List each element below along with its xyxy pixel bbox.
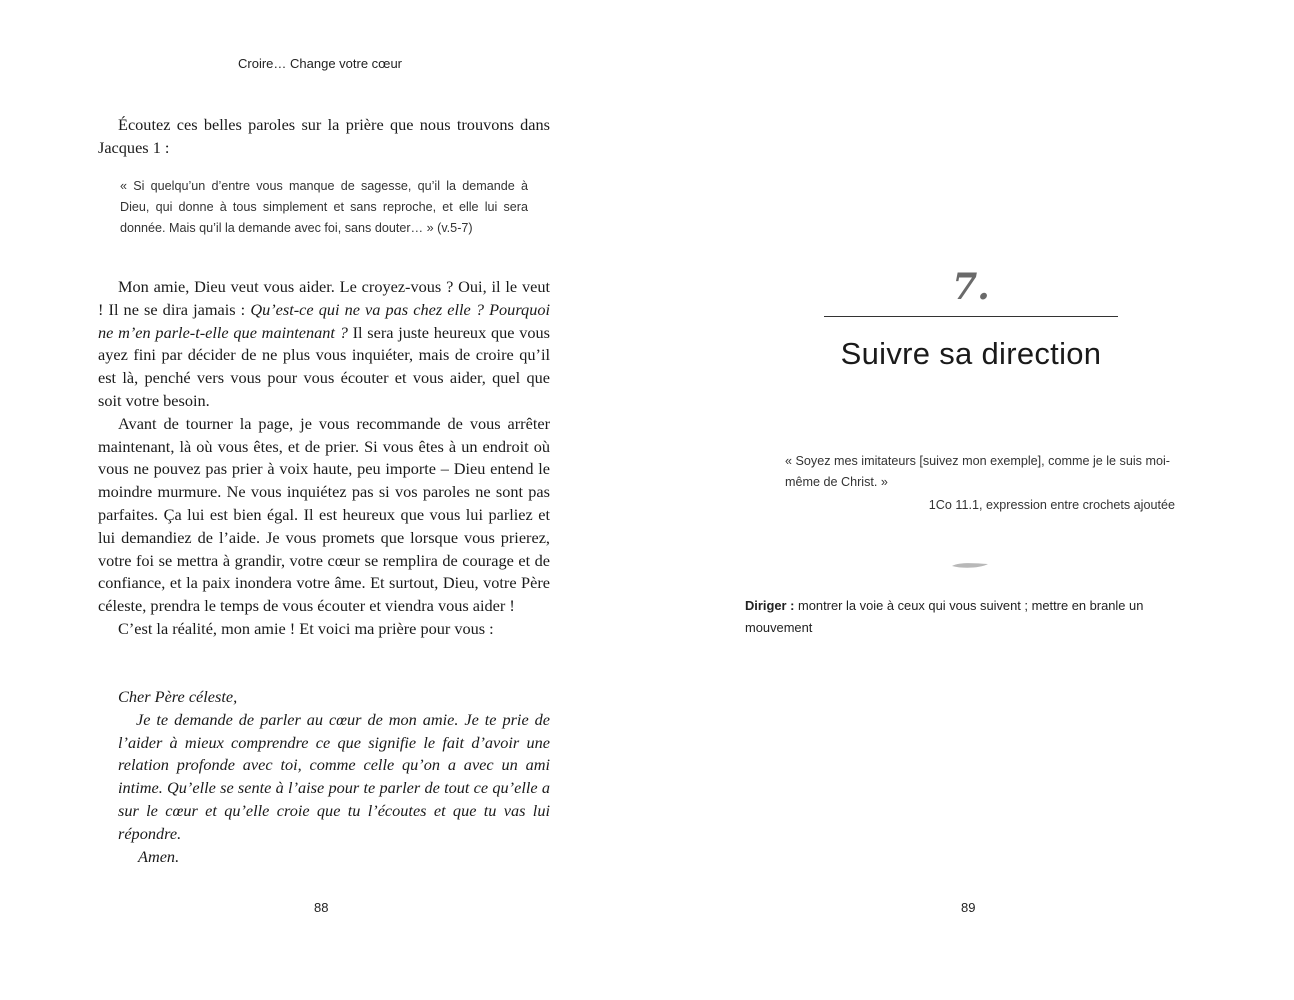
page-number-right: 89 — [961, 900, 976, 915]
definition — [745, 595, 1203, 639]
chapter-title: Suivre sa direction — [840, 336, 1102, 371]
paragraph-1-end: Il sera juste heureux que vous ayez fini par décider de ne plus vous inquiéter, mais de croire qu’il est là, penché vers vous pour vous écouter et vous aider, quel que soit votre besoin. — [98, 322, 550, 410]
definition-term: Diriger : — [745, 598, 795, 613]
paragraph-2: Avant de tourner la page, je vous recommande de vous arrêter maintenant, là où vous êtes, et de prier. Si vous êtes à un endroit où vous ne pouvez pas prier à voix haute, peu importe – Dieu entend le moindre murmure. Ne vous inquiétez pas si vos paroles ne sont pas parfaites. Ça lui est bien égal. Il est heureux que vous lui parliez et lui demandiez de l’aide. Je vous promets que lorsque vous prierez, votre foi se mettra à grandir, votre cœur se remplira de courage et de confiance, et la paix inondera votre âme. Et surtout, Dieu, votre Père céleste, prendra le temps de vous écouter et viendra vous aider ! — [98, 413, 550, 616]
brush-stroke-ornament — [949, 558, 991, 572]
definition-text: montrer la voie à ceux qui vous suivent ; mettre en branle un mouvement — [745, 598, 1144, 635]
paragraph-1-start: Mon amie, Dieu veut vous aider. Le croyez-vous ? Oui, il le veut ! Il ne se dira jamais : — [98, 277, 550, 319]
intro-paragraph — [98, 114, 550, 160]
chapter-rule — [824, 316, 1118, 317]
intro-text: Écoutez ces belles paroles sur la prière que nous trouvons dans Jacques 1 : — [98, 115, 550, 157]
right-page — [647, 0, 1294, 1000]
epigraph-reference: 1Co 11.1, expression entre crochets ajoutée — [928, 498, 1175, 512]
prayer — [118, 686, 550, 868]
prayer-salutation: Cher Père céleste, — [118, 687, 238, 706]
epigraph: « Soyez mes imitateurs [suivez mon exemple], comme je le suis moi-même de Christ. » — [785, 454, 1170, 489]
page-number-left: 88 — [314, 900, 329, 915]
paragraph-1 — [98, 276, 550, 413]
paragraph-1-italic: Qu’est-ce qui ne va pas chez elle ? Pourquoi ne m’en parle-t-elle que maintenant ? — [98, 299, 550, 342]
chapter-number: 7. — [952, 266, 990, 308]
paragraph-3: C’est la réalité, mon amie ! Et voici ma prière pour vous : — [118, 618, 494, 638]
prayer-body: Je te demande de parler au cœur de mon amie. Je te prie de l’aider à mieux comprendre ce que signifie le fait d’avoir une relation profonde avec toi, comme celle qu’on a avec un ami intime. Qu’elle se sente à l’aise pour te parler de tout ce qu’elle a sur le cœur et qu’elle croie que tu l’écoutes et que tu vas lui répondre. — [118, 709, 550, 843]
main-text — [98, 276, 550, 641]
scripture-quote: « Si quelqu’un d’entre vous manque de sagesse, qu’il la demande à Dieu, qui donne à tous simplement et sans reproche, et elle lui sera donnée. Mais qu’il la demande avec foi, sans douter… » (v.5-7) — [120, 179, 528, 235]
prayer-amen: Amen. — [138, 846, 180, 866]
running-header: Croire… Change votre cœur — [238, 56, 402, 71]
